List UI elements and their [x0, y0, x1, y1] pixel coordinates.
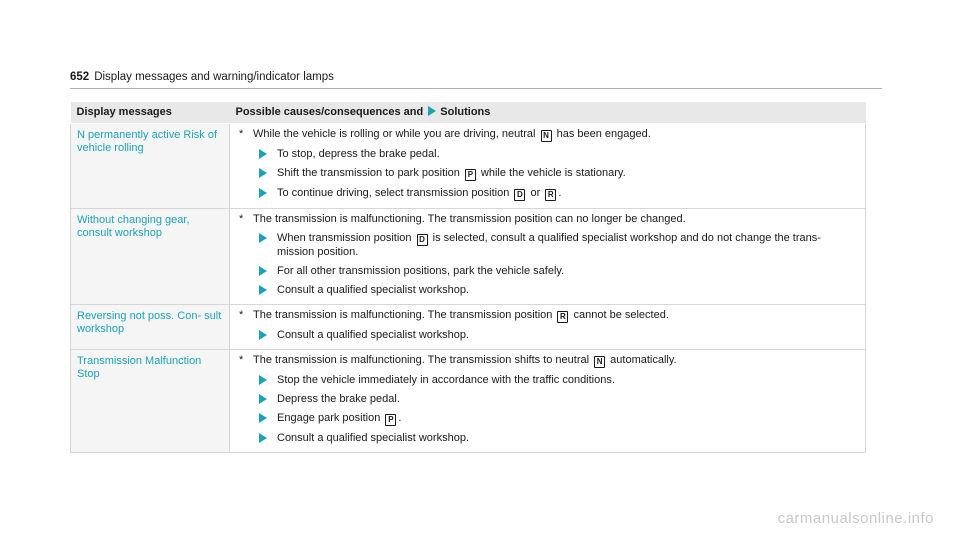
action-arrow-icon — [259, 233, 267, 243]
display-message: Reversing not poss. Con‐ sult workshop — [71, 305, 230, 350]
table-header-row — [71, 102, 866, 124]
text-segment: Engage park position — [277, 412, 384, 424]
action-arrow-icon — [259, 168, 267, 178]
page-number: 652 — [70, 71, 90, 83]
action-arrow-icon — [259, 149, 267, 159]
text-segment: or — [527, 187, 544, 199]
text-segment: Consult a qualified specialist workshop. — [277, 432, 469, 444]
text-segment: The transmission is malfunctioning. The transmission position can no longer be changed. — [253, 213, 686, 225]
display-message: Without changing gear, consult workshop — [71, 209, 230, 305]
text-segment: Consult a qualified specialist workshop. — [277, 284, 469, 296]
action-arrow-icon — [428, 106, 436, 116]
cause-marker: * — [239, 128, 244, 140]
text-segment: while the vehicle is stationary. — [477, 167, 626, 179]
text-segment: Consult a qualified specialist workshop. — [277, 329, 469, 341]
text-segment: To continue driving, select transmission position — [277, 187, 513, 199]
action-arrow-icon — [259, 394, 267, 404]
action-text — [277, 284, 469, 297]
cause-marker: * — [239, 309, 244, 321]
cause-text — [236, 309, 859, 323]
display-message: Transmission Malfunction Stop — [71, 350, 230, 453]
cause-text — [236, 213, 859, 226]
cause-text — [236, 128, 859, 142]
action-arrow-icon — [259, 285, 267, 295]
solutions-cell — [230, 209, 866, 305]
display-messages-table — [70, 102, 866, 453]
column-header-solutions-prefix: Possible causes/consequences and — [235, 106, 424, 118]
cause-body — [253, 128, 651, 142]
text-segment: Shift the transmission to park position — [277, 167, 463, 179]
text-segment: To stop, depress the brake pedal. — [277, 148, 440, 160]
action-arrow-icon — [259, 188, 267, 198]
transmission-position-key-icon: R — [557, 311, 568, 323]
action-text — [277, 232, 859, 259]
action-step — [259, 265, 859, 278]
action-arrow-icon — [259, 413, 267, 423]
transmission-position-key-icon: P — [465, 169, 476, 181]
action-step — [259, 232, 859, 259]
text-segment: The transmission is malfunctioning. The transmission position — [253, 309, 556, 321]
action-arrow-icon — [259, 433, 267, 443]
column-header-solutions-suffix: Solutions — [440, 106, 491, 118]
action-step — [259, 187, 859, 201]
column-header-messages: Display messages — [71, 102, 230, 124]
cause-body — [253, 354, 677, 368]
solutions-cell — [230, 305, 866, 350]
action-text — [277, 412, 401, 426]
action-text — [277, 187, 561, 201]
text-segment: For all other transmission positions, park the vehicle safely. — [277, 265, 565, 277]
display-message: N permanently active Risk of vehicle rolling — [71, 124, 230, 209]
action-text — [277, 167, 626, 181]
cause-body — [253, 213, 686, 226]
action-step — [259, 329, 859, 342]
transmission-position-key-icon: R — [545, 189, 556, 201]
transmission-position-key-icon: D — [417, 234, 428, 246]
action-step — [259, 393, 859, 406]
transmission-position-key-icon: D — [514, 189, 525, 201]
text-segment: . — [398, 412, 402, 424]
text-segment: automatically. — [607, 354, 677, 366]
action-step — [259, 167, 859, 181]
cause-text — [236, 354, 859, 368]
column-header-solutions — [230, 102, 866, 124]
cause-marker: * — [239, 213, 244, 225]
text-segment: Depress the brake pedal. — [277, 393, 400, 405]
action-text — [277, 393, 400, 406]
action-step — [259, 148, 859, 161]
action-text — [277, 432, 469, 445]
action-text — [277, 329, 469, 342]
text-segment: . — [558, 187, 562, 199]
action-arrow-icon — [259, 330, 267, 340]
text-segment: has been engaged. — [553, 128, 651, 140]
watermark: carmanualsonline.info — [777, 510, 934, 527]
transmission-position-key-icon: N — [541, 130, 552, 142]
action-text — [277, 265, 564, 278]
cause-marker: * — [239, 354, 244, 366]
text-segment: While the vehicle is rolling or while you are driving, neutral — [253, 128, 539, 140]
action-text — [277, 374, 615, 387]
table-row — [71, 305, 866, 350]
table-row — [71, 124, 866, 209]
action-arrow-icon — [259, 375, 267, 385]
action-arrow-icon — [259, 266, 267, 276]
action-step — [259, 374, 859, 387]
text-segment: The transmission is malfunctioning. The transmission shifts to neutral — [253, 354, 593, 366]
table-row — [71, 209, 866, 305]
transmission-position-key-icon: P — [385, 414, 396, 426]
solutions-cell — [230, 124, 866, 209]
cause-body — [253, 309, 669, 323]
action-step — [259, 284, 859, 297]
action-text — [277, 148, 440, 161]
solutions-cell — [230, 350, 866, 453]
table-body — [71, 124, 866, 453]
text-segment: is selected, consult a qualified specialist workshop and do not change the trans‐ mission position. — [277, 232, 821, 258]
text-segment: cannot be selected. — [570, 309, 669, 321]
transmission-position-key-icon: N — [594, 356, 605, 368]
page-header — [70, 70, 882, 89]
text-segment: When transmission position — [277, 232, 415, 244]
text-segment: Stop the vehicle immediately in accordance with the traffic conditions. — [277, 374, 615, 386]
page-title: Display messages and warning/indicator lamps — [94, 71, 334, 83]
action-step — [259, 432, 859, 445]
action-step — [259, 412, 859, 426]
table-row — [71, 350, 866, 453]
